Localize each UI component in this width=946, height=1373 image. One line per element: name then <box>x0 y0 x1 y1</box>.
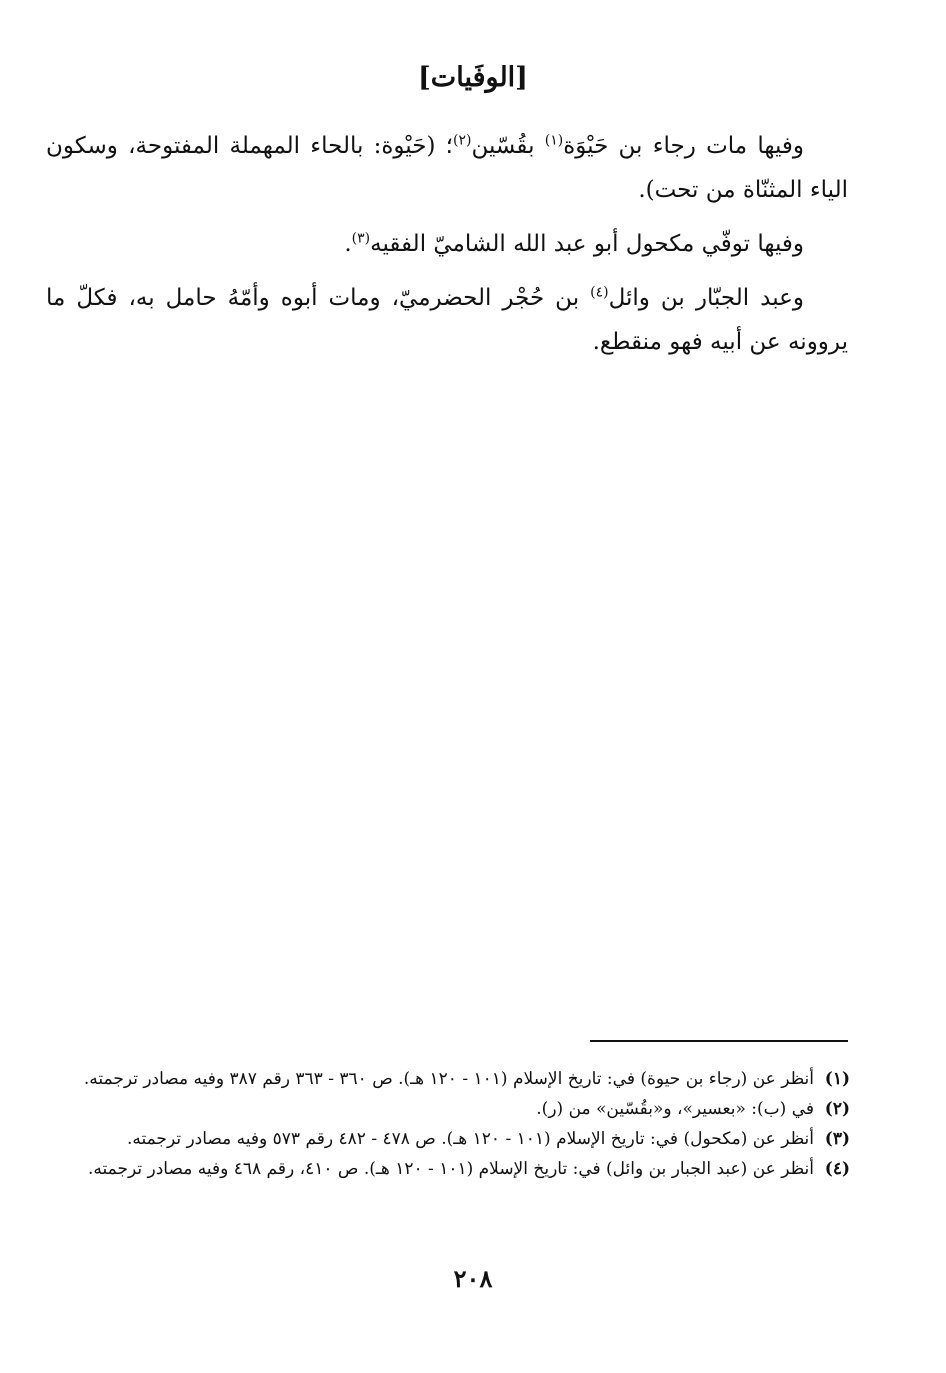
paragraph-death-raja <box>46 124 848 212</box>
paragraph-text: وفيها مات رجاء بن حَيْوَة <box>563 133 804 159</box>
footnote-divider <box>590 1040 848 1042</box>
footnote-ref-4: (٤) <box>590 284 609 301</box>
footnote-text: أنظر عن (مكحول) في: تاريخ الإسلام (١٠١ - ١٢٠ هـ). ص ٤٧٨ - ٤٨٢ رقم ٥٧٣ وفيه مصادر ترجمته. <box>126 1129 814 1149</box>
footnote-ref-2: (٢) <box>453 132 472 149</box>
footnote-number: (١) <box>824 1069 850 1089</box>
footnote-number: (٤) <box>824 1159 850 1179</box>
paragraph-death-makhul <box>46 222 848 266</box>
paragraph-text: وفيها توفّي مكحول أبو عبد الله الشاميّ الفقيه <box>370 231 804 257</box>
footnote-text: أنظر عن (عبد الجبار بن وائل) في: تاريخ الإسلام (١٠١ - ١٢٠ هـ). ص ٤١٠، رقم ٤٦٨ وفيه مصادر ترجمته. <box>88 1159 814 1179</box>
footnote-2 <box>54 1094 850 1124</box>
paragraph-text: بقُسّين <box>471 133 545 159</box>
footnote-ref-1: (١) <box>544 132 564 149</box>
paragraph-text: . <box>344 231 352 257</box>
footnote-ref-3: (٣) <box>351 230 371 247</box>
section-heading: [الوفَيات] <box>418 62 528 93</box>
paragraph-death-abduljabbar <box>46 276 848 364</box>
footnote-text: في (ب): «بعسير»، و«بقُسّين» من (ر). <box>536 1099 814 1119</box>
page-number: ٢٠٨ <box>453 1264 493 1293</box>
footnote-3 <box>54 1124 850 1154</box>
footnote-number: (٢) <box>824 1099 850 1119</box>
paragraph-text: وعبد الجبّار بن وائل <box>608 285 804 311</box>
footnotes <box>54 1064 850 1184</box>
footnote-1 <box>54 1064 850 1094</box>
body-text <box>46 124 848 374</box>
paragraph-text: بن حُجْر الحضرميّ، ومات أبوه وأمّهُ حامل به، فكلّ ما يروونه عن أبيه فهو منقطع. <box>46 285 848 355</box>
footnote-4 <box>54 1154 850 1184</box>
footnote-text: أنظر عن (رجاء بن حيوة) في: تاريخ الإسلام (١٠١ - ١٢٠ هـ). ص ٣٦٠ - ٣٦٣ رقم ٣٨٧ وفيه مصادر ترجمته. <box>83 1069 814 1089</box>
paragraph-text: ؛ (حَيْوة: بالحاء المهملة المفتوحة، وسكون الياء المثنّاة من تحت). <box>46 133 848 203</box>
footnote-number: (٣) <box>824 1129 850 1149</box>
